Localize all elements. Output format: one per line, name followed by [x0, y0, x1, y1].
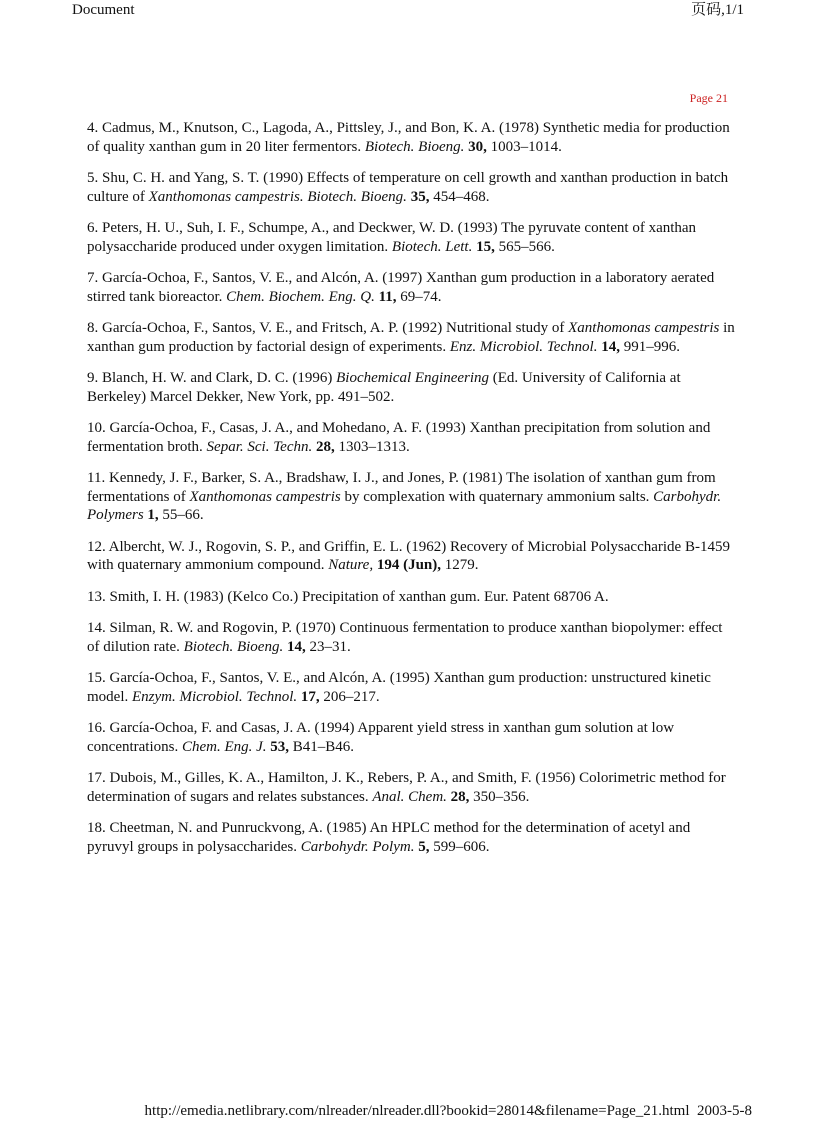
reference-item — [87, 169, 737, 206]
reference-item — [87, 719, 737, 756]
reference-italic-text: Separ. Sci. Techn. — [206, 438, 313, 455]
reference-bold-text: 14, — [286, 638, 306, 655]
reference-text: 599–606. — [429, 838, 490, 855]
reference-bold-text: 30, — [468, 138, 487, 155]
reference-italic-text: Carbohydr. Polymers — [87, 488, 722, 523]
reference-text: 1279. — [441, 557, 479, 573]
reference-text: 13. Smith, I. H. (1983) (Kelco Co.) Precipitation of xanthan gum. Eur. Patent 68706 A. — [87, 588, 609, 605]
reference-italic-text: Biotech. Bioeng. — [364, 138, 465, 155]
reference-text: 7. García-Ochoa, F., Santos, V. E., and Alcón, A. (1997) Xanthan gum production in a laboratory aerated stirred tank bioreactor. — [87, 270, 715, 305]
reference-text: 18. Cheetman, N. and Punruckvong, A. (1985) An HPLC method for the determination of acetyl and pyruvyl groups in polysaccharides. — [87, 820, 691, 855]
reference-bold-text: 194 (Jun), — [376, 557, 442, 573]
reference-text: 1003–1014. — [486, 138, 562, 155]
reference-italic-text: Biochemical Engineering — [336, 370, 490, 386]
page-count-label: 页码,1/1 — [691, 2, 744, 18]
reference-item — [87, 588, 737, 607]
reference-text: 16. García-Ochoa, F. and Casas, J. A. (1994) Apparent yield stress in xanthan gum solution at low concentrations. — [87, 720, 675, 755]
reference-italic-text: Nature, — [328, 557, 374, 573]
reference-text: 8. García-Ochoa, F., Santos, V. E., and Fritsch, A. P. (1992) Nutritional study of — [87, 320, 569, 336]
footer-date: 2003-5-8 — [697, 1103, 752, 1119]
reference-item — [87, 269, 737, 306]
reference-text: by complexation with quaternary ammonium salts. — [340, 488, 654, 505]
reference-bold-text: 14, — [601, 338, 620, 355]
reference-item — [87, 419, 737, 456]
reference-item — [87, 619, 737, 656]
reference-italic-text: Biotech. Lett. — [391, 238, 473, 255]
reference-italic-text: Xanthomonas campestris — [568, 320, 720, 336]
reference-text: 12. Albercht, W. J., Rogovin, S. P., and Griffin, E. L. (1962) Recovery of Microbial Polysaccharide B-1459 with quaternary ammonium compound. — [87, 538, 730, 573]
reference-text: 9. Blanch, H. W. and Clark, D. C. (1996) — [87, 370, 337, 386]
reference-text: B41–B46. — [289, 738, 355, 755]
reference-text: (Ed. University of California at Berkeley) Marcel Dekker, New York, pp. 491–502. — [87, 370, 681, 405]
reference-text: 206–217. — [319, 688, 380, 705]
reference-bold-text: 35, — [410, 188, 430, 205]
reference-item — [87, 319, 737, 356]
reference-italic-text: Enzym. Microbiol. Technol. — [132, 688, 298, 705]
reference-bold-text: 15, — [476, 238, 495, 255]
reference-text: 991–996. — [619, 338, 680, 355]
footer-url: http://emedia.netlibrary.com/nlreader/nlreader.dll?bookid=28014&filename=Page_21.html — [144, 1103, 690, 1119]
reference-item — [87, 469, 737, 525]
reference-text: 69–74. — [396, 288, 442, 305]
reference-italic-text: Xanthomonas campestris — [189, 488, 341, 505]
reference-text: 565–566. — [494, 238, 555, 255]
reference-bold-text: 28, — [450, 788, 470, 805]
reference-text: 5. Shu, C. H. and Yang, S. T. (1990) Effects of temperature on cell growth and xanthan production in batch culture of — [87, 170, 729, 205]
reference-item — [87, 769, 737, 806]
reference-item — [87, 819, 737, 856]
reference-bold-text: 28, — [316, 438, 335, 455]
reference-text: 23–31. — [305, 638, 351, 655]
reference-bold-text: 1, — [147, 507, 159, 523]
reference-text: 4. Cadmus, M., Knutson, C., Lagoda, A., Pittsley, J., and Bon, K. A. (1978) Synthetic media for production of quality xanthan gum in 20 liter fermentors. — [87, 120, 730, 155]
reference-text: 15. García-Ochoa, F., Santos, V. E., and Alcón, A. (1995) Xanthan gum production: unstructured kinetic model. — [87, 670, 711, 705]
reference-item — [87, 369, 737, 406]
reference-bold-text: 17, — [300, 688, 320, 705]
footer — [72, 1102, 752, 1120]
reference-italic-text: Chem. Eng. J. — [181, 738, 267, 755]
reference-text: 10. García-Ochoa, F., Casas, J. A., and Mohedano, A. F. (1993) Xanthan precipitation from solution and fermentation broth. — [87, 420, 711, 455]
reference-text: 454–468. — [429, 188, 490, 205]
reference-item — [87, 119, 737, 156]
reference-item — [87, 219, 737, 256]
reference-bold-text: 11, — [378, 288, 397, 305]
reference-item — [87, 538, 737, 575]
document-title: Document — [72, 2, 135, 18]
reference-italic-text: Enz. Microbiol. Technol. — [449, 338, 598, 355]
reference-text: 14. Silman, R. W. and Rogovin, P. (1970) Continuous fermentation to produce xanthan biopolymer: effect of dilution rate. — [87, 620, 723, 655]
page-number: Page 21 — [689, 91, 728, 105]
reference-text: 11. Kennedy, J. F., Barker, S. A., Bradshaw, I. J., and Jones, P. (1981) The isolation of xanthan gum from fermentations of — [87, 470, 716, 505]
reference-text: 350–356. — [469, 788, 530, 805]
reference-list — [87, 119, 737, 869]
reference-text: in xanthan gum production by factorial design of experiments. — [87, 320, 735, 355]
reference-italic-text: Xanthomonas campestris. Biotech. Bioeng. — [148, 188, 407, 205]
reference-italic-text: Anal. Chem. — [372, 788, 447, 805]
reference-text: 55–66. — [158, 507, 204, 523]
reference-bold-text: 53, — [270, 738, 290, 755]
reference-item — [87, 669, 737, 706]
reference-text: 6. Peters, H. U., Suh, I. F., Schumpe, A., and Deckwer, W. D. (1993) The pyruvate content of xanthan polysaccharide produced under oxygen limitation. — [87, 220, 697, 255]
reference-text: 1303–1313. — [334, 438, 410, 455]
reference-italic-text: Biotech. Bioeng. — [183, 638, 284, 655]
reference-bold-text: 5, — [418, 838, 430, 855]
reference-italic-text: Carbohydr. Polym. — [300, 838, 415, 855]
reference-italic-text: Chem. Biochem. Eng. Q. — [226, 288, 375, 305]
reference-text: 17. Dubois, M., Gilles, K. A., Hamilton, J. K., Rebers, P. A., and Smith, F. (1956) Colorimetric method for determination of sugars and relates substances. — [87, 770, 726, 805]
